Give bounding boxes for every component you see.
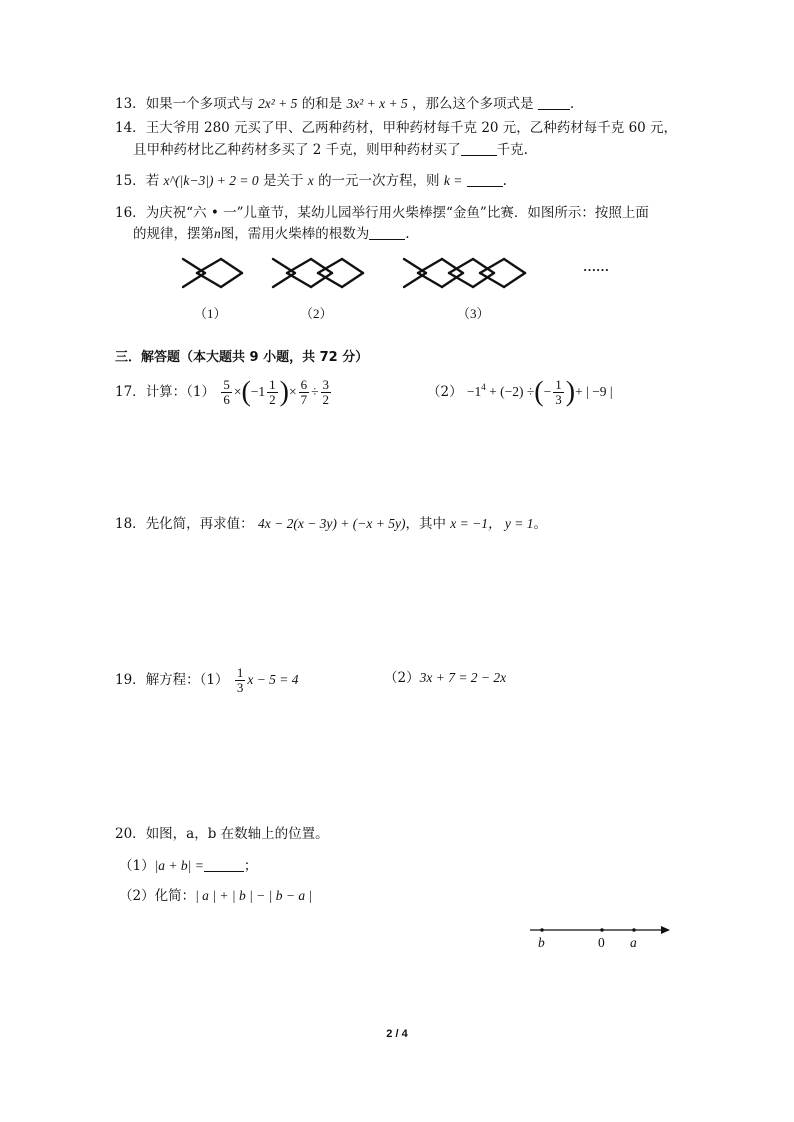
figure-label-1: （1） — [194, 306, 227, 321]
page-number: 2 / 4 — [386, 1028, 408, 1040]
question-20-part1 — [119, 857, 257, 875]
q20-p1-end: ； — [243, 858, 258, 874]
q13-mid: 的和是 — [301, 96, 343, 112]
q19-eq2: 3x + 7 = 2 − 2x — [419, 670, 507, 685]
question-20-part2 — [119, 887, 312, 905]
question-number: 14． — [115, 120, 146, 136]
fraction-5-6: $\frac{5}{6}$ — [223, 377, 230, 407]
q13-poly1: 2x² + 5 — [257, 96, 298, 111]
figure-label-2: （2） — [300, 306, 333, 321]
q15-end: . — [502, 173, 507, 189]
matchstick — [197, 273, 221, 287]
fraction-1-3: $\frac{1}{3}$ — [555, 377, 562, 407]
continuation-dots: …… — [583, 259, 609, 274]
q18-end: 。 — [533, 516, 547, 532]
matchstick — [504, 273, 525, 287]
q20-p2-label: （2）化简： — [119, 888, 196, 904]
q19-label: 解方程：（1） — [145, 672, 229, 688]
fraction-3-2: $\frac{3}{2}$ — [322, 377, 330, 407]
question-17: 17．计算：（1） $\frac{5}{6}$ ×(−1 $\frac{1}{2}$ )× $\frac{6}{7}$ ÷ $\frac{3}{2}$ — [115, 376, 330, 408]
q13-poly2: 3x² + x + 5 — [346, 96, 408, 111]
q13-end: . — [569, 96, 575, 112]
matchstick — [221, 273, 242, 287]
figure-label-3: （3） — [457, 306, 490, 321]
matchstick — [418, 273, 442, 287]
matchstick — [504, 259, 525, 273]
fraction-1-3: $\frac{1}{3}$ — [236, 665, 244, 695]
axis-label-a: a — [630, 935, 637, 950]
q20-line1: 如图，a，b 在数轴上的位置。 — [145, 826, 329, 842]
q13-post: ，那么这个多项式是 — [412, 96, 534, 112]
q17-part2-label: （2） — [427, 384, 463, 400]
q17-label: 计算：（1） — [145, 384, 216, 400]
q16-n: n — [214, 226, 221, 241]
q20-p1-label: （1） — [119, 858, 155, 874]
q15-expr: x^(|k−3|) + 2 = 0 — [163, 173, 259, 188]
question-20 — [115, 825, 329, 843]
q15-pre: 若 — [145, 173, 160, 189]
q18-pre: 先化简，再求值： — [145, 516, 254, 532]
q13-text: 如果一个多项式与 — [145, 96, 254, 112]
q15-k: k = — [443, 173, 463, 188]
question-19 — [115, 660, 299, 700]
axis-label-zero: 0 — [598, 935, 605, 950]
q20-p1-expr: |a + b| = — [154, 858, 204, 873]
q18-expr: 4x − 2(x − 3y) + (−x + 5y) — [257, 516, 406, 531]
q18-cond: x = −1， y = 1 — [450, 516, 534, 531]
q19-eq1: x − 5 = 4 — [247, 672, 299, 687]
q15-post: 的一元一次方程，则 — [318, 173, 440, 189]
fraction-1-2: $\frac{1}{2}$ — [269, 377, 276, 407]
matchstick — [287, 273, 311, 287]
arrow-right-icon — [661, 926, 670, 934]
question-17-part2: $(2) -1^4 + (-2)$ ÷(− $\frac{1}{3}$ )+ | −9 | — [427, 376, 613, 408]
section-heading: 三．解答题（本大题共 9 小题，共 72 分） — [115, 350, 369, 365]
q18-mid: ，其中 — [405, 516, 446, 532]
fraction-6-7: $\frac{6}{7}$ — [300, 377, 308, 407]
matchstick-fish-figure — [0, 0, 794, 320]
matchstick — [221, 259, 242, 273]
q14-line2-post: 千克. — [496, 142, 528, 158]
matchstick — [287, 259, 311, 273]
q20-p2-expr: | a | + | b | − | b − a | — [195, 888, 313, 903]
point-a — [632, 928, 635, 931]
question-19-part2 — [384, 669, 506, 687]
matchstick — [342, 259, 363, 273]
matchstick — [342, 273, 363, 287]
matchstick — [197, 259, 221, 273]
point-b — [540, 928, 543, 931]
question-number: 17． — [115, 384, 146, 400]
q16-line2-post: 图，需用火柴棒的根数为 — [220, 226, 370, 242]
q15-mid: 是关于 — [262, 173, 304, 189]
q16-line2-pre: 的规律，摆第 — [133, 226, 214, 242]
question-18 — [115, 515, 547, 533]
q16-end: . — [405, 226, 410, 242]
q14-line2-pre: 且甲种药材比乙种药材多买了 2 千克，则甲种药材买了 — [133, 142, 461, 158]
point-zero — [600, 928, 603, 931]
question-number: 20． — [115, 826, 146, 842]
q15-var: x — [307, 173, 314, 188]
q19-part2-label: （2） — [384, 670, 420, 686]
answer-blank[interactable] — [204, 857, 244, 872]
q14-line1: 王大爷用 280 元买了甲、乙两种药材，甲种药材每千克 20 元，乙种药材每千克 60 元， — [145, 120, 678, 136]
q16-line1: 为庆祝“六 • 一”儿童节，某幼儿园举行用火柴棒摆“金鱼”比赛．如图所示：按照上面 — [145, 205, 649, 221]
axis-label-b: b — [538, 935, 545, 950]
question-number: 18． — [115, 516, 146, 532]
question-number: 16． — [115, 205, 146, 221]
matchstick — [418, 259, 442, 273]
question-number: 19． — [115, 672, 146, 688]
question-number: 15． — [115, 173, 146, 189]
question-number: 13． — [115, 96, 146, 112]
